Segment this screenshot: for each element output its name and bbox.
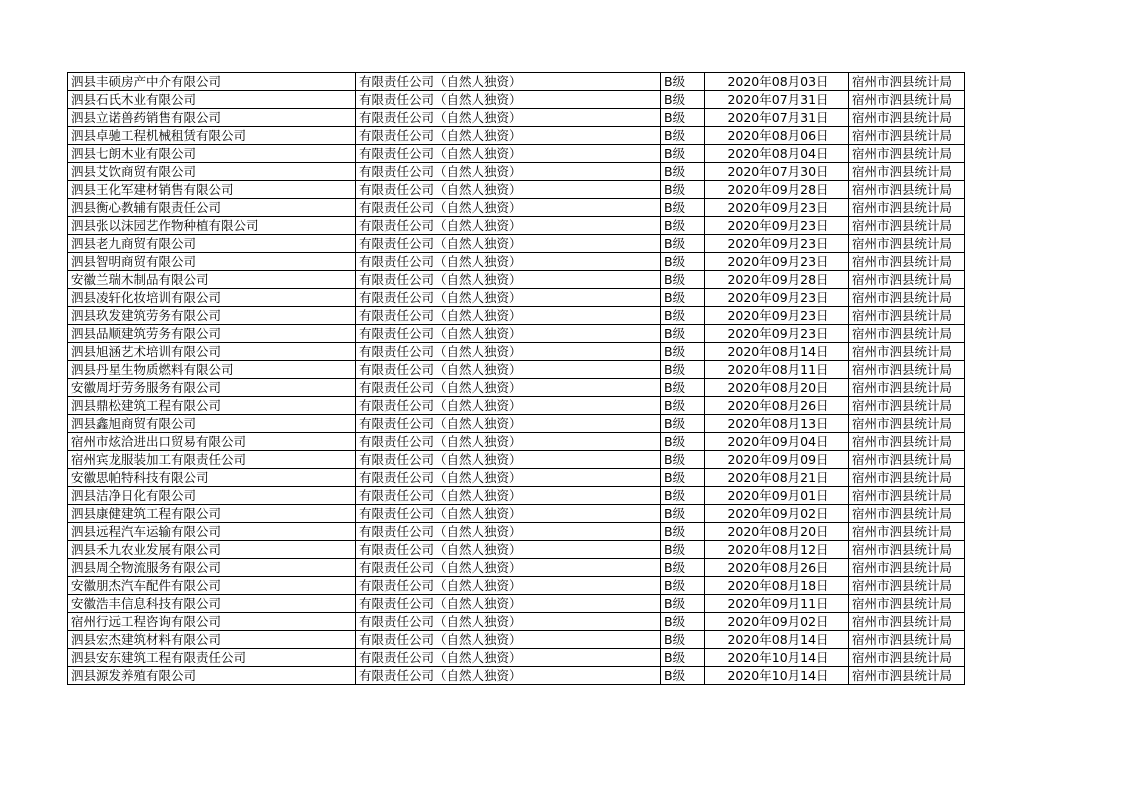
table-row [68,145,965,163]
company-type-cell: 有限责任公司（自然人独资） [356,433,661,451]
issuing-authority-cell: 宿州市泗县统计局 [849,595,965,613]
company-type-cell: 有限责任公司（自然人独资） [356,649,661,667]
table-row [68,613,965,631]
rating-date-cell: 2020年08月04日 [705,145,849,163]
issuing-authority-cell: 宿州市泗县统计局 [849,469,965,487]
issuing-authority-cell: 宿州市泗县统计局 [849,559,965,577]
issuing-authority-cell: 宿州市泗县统计局 [849,145,965,163]
company-type-cell: 有限责任公司（自然人独资） [356,559,661,577]
table-row [68,91,965,109]
rating-date-cell: 2020年09月28日 [705,271,849,289]
issuing-authority-cell: 宿州市泗县统计局 [849,397,965,415]
company-type-cell: 有限责任公司（自然人独资） [356,505,661,523]
credit-grade-cell: B级 [661,631,705,649]
credit-grade-cell: B级 [661,181,705,199]
issuing-authority-cell: 宿州市泗县统计局 [849,109,965,127]
issuing-authority-cell: 宿州市泗县统计局 [849,649,965,667]
table-row [68,433,965,451]
credit-grade-cell: B级 [661,127,705,145]
company-name-cell: 泗县旭涵艺术培训有限公司 [68,343,356,361]
table-row [68,487,965,505]
rating-date-cell: 2020年09月23日 [705,307,849,325]
rating-date-cell: 2020年10月14日 [705,649,849,667]
rating-date-cell: 2020年08月18日 [705,577,849,595]
rating-date-cell: 2020年09月01日 [705,487,849,505]
rating-date-cell: 2020年08月03日 [705,73,849,91]
company-type-cell: 有限责任公司（自然人独资） [356,127,661,145]
company-name-cell: 安徽朋杰汽车配件有限公司 [68,577,356,595]
issuing-authority-cell: 宿州市泗县统计局 [849,667,965,685]
company-name-cell: 泗县品顺建筑劳务有限公司 [68,325,356,343]
table-row [68,307,965,325]
table-row [68,631,965,649]
company-name-cell: 安徽兰瑞木制品有限公司 [68,271,356,289]
rating-date-cell: 2020年08月13日 [705,415,849,433]
company-name-cell: 安徽思帕特科技有限公司 [68,469,356,487]
issuing-authority-cell: 宿州市泗县统计局 [849,163,965,181]
company-name-cell: 宿州市炫洽进出口贸易有限公司 [68,433,356,451]
rating-date-cell: 2020年08月20日 [705,523,849,541]
company-type-cell: 有限责任公司（自然人独资） [356,469,661,487]
credit-grade-cell: B级 [661,523,705,541]
table-row [68,559,965,577]
table-row [68,253,965,271]
company-name-cell: 泗县智明商贸有限公司 [68,253,356,271]
company-type-cell: 有限责任公司（自然人独资） [356,217,661,235]
credit-grade-cell: B级 [661,289,705,307]
company-name-cell: 宿州宾龙服装加工有限责任公司 [68,451,356,469]
company-type-cell: 有限责任公司（自然人独资） [356,595,661,613]
table-row [68,163,965,181]
table-row [68,343,965,361]
issuing-authority-cell: 宿州市泗县统计局 [849,325,965,343]
table-row [68,505,965,523]
company-name-cell: 泗县丹星生物质燃料有限公司 [68,361,356,379]
table-row [68,199,965,217]
issuing-authority-cell: 宿州市泗县统计局 [849,289,965,307]
credit-grade-cell: B级 [661,271,705,289]
table-row [68,217,965,235]
credit-grade-cell: B级 [661,487,705,505]
rating-date-cell: 2020年08月14日 [705,631,849,649]
issuing-authority-cell: 宿州市泗县统计局 [849,127,965,145]
credit-grade-cell: B级 [661,361,705,379]
rating-date-cell: 2020年09月23日 [705,235,849,253]
company-type-cell: 有限责任公司（自然人独资） [356,577,661,595]
table-row [68,469,965,487]
rating-date-cell: 2020年09月28日 [705,181,849,199]
company-name-cell: 泗县鑫旭商贸有限公司 [68,415,356,433]
company-type-cell: 有限责任公司（自然人独资） [356,523,661,541]
company-type-cell: 有限责任公司（自然人独资） [356,199,661,217]
rating-date-cell: 2020年09月23日 [705,217,849,235]
credit-grade-cell: B级 [661,109,705,127]
rating-date-cell: 2020年09月23日 [705,289,849,307]
credit-grade-cell: B级 [661,91,705,109]
issuing-authority-cell: 宿州市泗县统计局 [849,433,965,451]
company-type-cell: 有限责任公司（自然人独资） [356,163,661,181]
company-type-cell: 有限责任公司（自然人独资） [356,73,661,91]
table-row [68,289,965,307]
rating-date-cell: 2020年08月11日 [705,361,849,379]
credit-grade-cell: B级 [661,505,705,523]
company-name-cell: 安徽浩丰信息科技有限公司 [68,595,356,613]
rating-date-cell: 2020年09月02日 [705,613,849,631]
company-name-cell: 安徽周圩劳务服务有限公司 [68,379,356,397]
credit-grade-cell: B级 [661,667,705,685]
credit-grade-cell: B级 [661,253,705,271]
company-name-cell: 泗县源发养殖有限公司 [68,667,356,685]
company-name-cell: 泗县石氏木业有限公司 [68,91,356,109]
credit-grade-cell: B级 [661,307,705,325]
rating-date-cell: 2020年09月02日 [705,505,849,523]
credit-grade-cell: B级 [661,343,705,361]
rating-date-cell: 2020年07月31日 [705,109,849,127]
company-name-cell: 泗县王化军建材销售有限公司 [68,181,356,199]
issuing-authority-cell: 宿州市泗县统计局 [849,217,965,235]
company-name-cell: 泗县丰硕房产中介有限公司 [68,73,356,91]
rating-date-cell: 2020年07月30日 [705,163,849,181]
credit-grade-cell: B级 [661,415,705,433]
credit-grade-cell: B级 [661,559,705,577]
credit-grade-cell: B级 [661,469,705,487]
company-name-cell: 泗县衡心教辅有限责任公司 [68,199,356,217]
credit-grade-cell: B级 [661,217,705,235]
table-row [68,451,965,469]
table-row [68,361,965,379]
company-name-cell: 宿州行远工程咨询有限公司 [68,613,356,631]
company-type-cell: 有限责任公司（自然人独资） [356,451,661,469]
company-name-cell: 泗县立诺兽药销售有限公司 [68,109,356,127]
company-name-cell: 泗县周仝物流服务有限公司 [68,559,356,577]
credit-grade-cell: B级 [661,649,705,667]
table-row [68,667,965,685]
credit-grade-cell: B级 [661,397,705,415]
issuing-authority-cell: 宿州市泗县统计局 [849,541,965,559]
company-type-cell: 有限责任公司（自然人独资） [356,91,661,109]
rating-date-cell: 2020年08月14日 [705,343,849,361]
table-row [68,271,965,289]
credit-grade-cell: B级 [661,235,705,253]
company-type-cell: 有限责任公司（自然人独资） [356,397,661,415]
company-type-cell: 有限责任公司（自然人独资） [356,271,661,289]
rating-date-cell: 2020年08月21日 [705,469,849,487]
table-row [68,127,965,145]
company-name-cell: 泗县禾九农业发展有限公司 [68,541,356,559]
rating-date-cell: 2020年08月12日 [705,541,849,559]
credit-grade-cell: B级 [661,595,705,613]
issuing-authority-cell: 宿州市泗县统计局 [849,379,965,397]
company-type-cell: 有限责任公司（自然人独资） [356,415,661,433]
table-row [68,577,965,595]
rating-date-cell: 2020年08月06日 [705,127,849,145]
company-name-cell: 泗县七朗木业有限公司 [68,145,356,163]
table-row [68,541,965,559]
company-type-cell: 有限责任公司（自然人独资） [356,109,661,127]
issuing-authority-cell: 宿州市泗县统计局 [849,181,965,199]
issuing-authority-cell: 宿州市泗县统计局 [849,505,965,523]
rating-date-cell: 2020年08月20日 [705,379,849,397]
company-type-cell: 有限责任公司（自然人独资） [356,667,661,685]
issuing-authority-cell: 宿州市泗县统计局 [849,613,965,631]
credit-grade-cell: B级 [661,541,705,559]
rating-date-cell: 2020年09月04日 [705,433,849,451]
rating-date-cell: 2020年07月31日 [705,91,849,109]
issuing-authority-cell: 宿州市泗县统计局 [849,343,965,361]
rating-date-cell: 2020年10月14日 [705,667,849,685]
company-name-cell: 泗县安东建筑工程有限责任公司 [68,649,356,667]
issuing-authority-cell: 宿州市泗县统计局 [849,91,965,109]
credit-grade-cell: B级 [661,577,705,595]
issuing-authority-cell: 宿州市泗县统计局 [849,253,965,271]
credit-grade-cell: B级 [661,145,705,163]
credit-grade-cell: B级 [661,451,705,469]
company-name-cell: 泗县老九商贸有限公司 [68,235,356,253]
company-name-cell: 泗县卓驰工程机械租赁有限公司 [68,127,356,145]
issuing-authority-cell: 宿州市泗县统计局 [849,73,965,91]
company-type-cell: 有限责任公司（自然人独资） [356,181,661,199]
table-body [68,73,965,685]
table-row [68,397,965,415]
company-type-cell: 有限责任公司（自然人独资） [356,343,661,361]
credit-grade-cell: B级 [661,613,705,631]
issuing-authority-cell: 宿州市泗县统计局 [849,235,965,253]
company-type-cell: 有限责任公司（自然人独资） [356,253,661,271]
company-name-cell: 泗县艾饮商贸有限公司 [68,163,356,181]
issuing-authority-cell: 宿州市泗县统计局 [849,271,965,289]
company-name-cell: 泗县康健建筑工程有限公司 [68,505,356,523]
issuing-authority-cell: 宿州市泗县统计局 [849,415,965,433]
company-name-cell: 泗县洁净日化有限公司 [68,487,356,505]
table-row [68,325,965,343]
issuing-authority-cell: 宿州市泗县统计局 [849,523,965,541]
credit-grade-cell: B级 [661,199,705,217]
company-type-cell: 有限责任公司（自然人独资） [356,361,661,379]
company-name-cell: 泗县鼎松建筑工程有限公司 [68,397,356,415]
company-type-cell: 有限责任公司（自然人独资） [356,631,661,649]
credit-grade-cell: B级 [661,73,705,91]
rating-date-cell: 2020年09月11日 [705,595,849,613]
company-type-cell: 有限责任公司（自然人独资） [356,541,661,559]
table-row [68,235,965,253]
company-credit-table [67,72,965,685]
credit-grade-cell: B级 [661,433,705,451]
company-name-cell: 泗县远程汽车运输有限公司 [68,523,356,541]
issuing-authority-cell: 宿州市泗县统计局 [849,199,965,217]
issuing-authority-cell: 宿州市泗县统计局 [849,487,965,505]
table-row [68,109,965,127]
company-type-cell: 有限责任公司（自然人独资） [356,487,661,505]
credit-grade-cell: B级 [661,163,705,181]
table-row [68,595,965,613]
issuing-authority-cell: 宿州市泗县统计局 [849,451,965,469]
table-row [68,73,965,91]
table-row [68,181,965,199]
company-type-cell: 有限责任公司（自然人独资） [356,145,661,163]
rating-date-cell: 2020年08月26日 [705,397,849,415]
company-type-cell: 有限责任公司（自然人独资） [356,289,661,307]
company-type-cell: 有限责任公司（自然人独资） [356,235,661,253]
company-type-cell: 有限责任公司（自然人独资） [356,325,661,343]
rating-date-cell: 2020年09月23日 [705,199,849,217]
company-type-cell: 有限责任公司（自然人独资） [356,379,661,397]
table-row [68,415,965,433]
issuing-authority-cell: 宿州市泗县统计局 [849,307,965,325]
company-name-cell: 泗县宏杰建筑材料有限公司 [68,631,356,649]
company-type-cell: 有限责任公司（自然人独资） [356,613,661,631]
table-row [68,379,965,397]
company-name-cell: 泗县玖发建筑劳务有限公司 [68,307,356,325]
company-name-cell: 泗县张以沫园艺作物种植有限公司 [68,217,356,235]
company-type-cell: 有限责任公司（自然人独资） [356,307,661,325]
rating-date-cell: 2020年09月23日 [705,253,849,271]
credit-grade-cell: B级 [661,379,705,397]
issuing-authority-cell: 宿州市泗县统计局 [849,631,965,649]
table-row [68,649,965,667]
issuing-authority-cell: 宿州市泗县统计局 [849,361,965,379]
company-name-cell: 泗县凌轩化妆培训有限公司 [68,289,356,307]
table-row [68,523,965,541]
rating-date-cell: 2020年09月09日 [705,451,849,469]
issuing-authority-cell: 宿州市泗县统计局 [849,577,965,595]
rating-date-cell: 2020年08月26日 [705,559,849,577]
rating-date-cell: 2020年09月23日 [705,325,849,343]
credit-grade-cell: B级 [661,325,705,343]
